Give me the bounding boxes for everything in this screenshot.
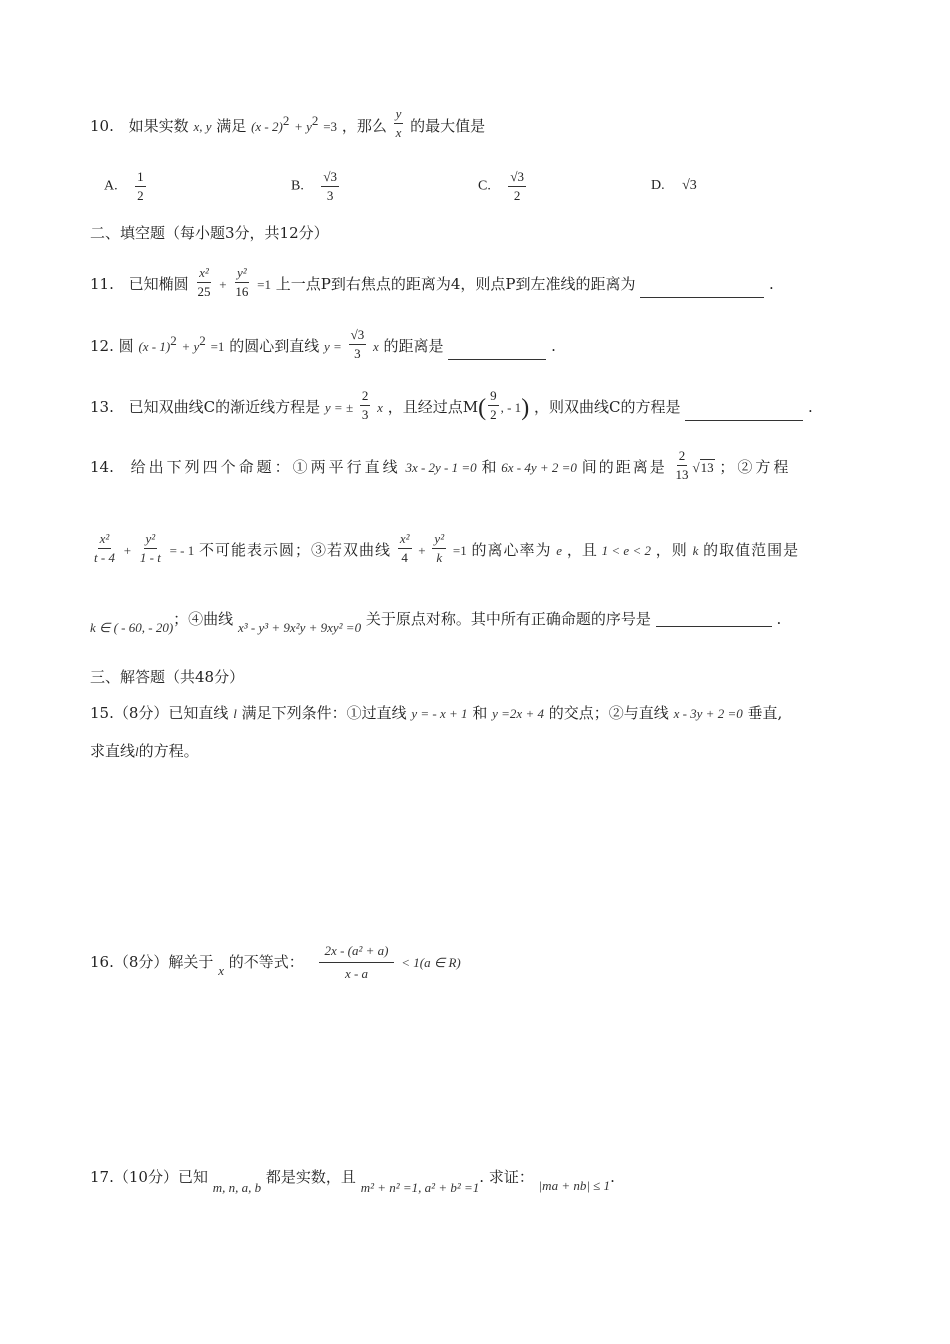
q15-l: l (233, 706, 237, 721)
q14-range: 1 < e < 2 (601, 543, 651, 559)
q12-line-x: x (372, 339, 379, 355)
q16-rest: < 1(a ∈ R) (401, 955, 461, 971)
frac-num: 9 (488, 389, 499, 406)
q13-end: . (808, 398, 813, 417)
frac-den: 1 - t (139, 549, 161, 565)
q14-end: . (776, 610, 782, 628)
option-num: √3 (508, 170, 526, 187)
q15-text-6: 求直线 (90, 742, 136, 760)
q14-text-3: 间的距离是 (581, 458, 667, 477)
question-11 (90, 265, 774, 299)
q10-text-3: ，那么 (341, 117, 387, 135)
q17-end: . (610, 1168, 615, 1186)
q16-fraction (319, 944, 395, 980)
q10-text-2: 满足 (216, 117, 247, 135)
q11-plus: + (219, 277, 227, 293)
frac-den: 13 (675, 466, 689, 482)
q15-l-2: l (135, 744, 139, 759)
q12-sup-1: 2 (170, 333, 177, 349)
q13-text-2: ，且经过点M (387, 398, 479, 417)
q16-text-1: 16.（8分）解关于 (90, 953, 214, 972)
q14-fraction-d (432, 532, 446, 564)
question-15-line-1 (90, 706, 782, 721)
frac-den: 4 (401, 549, 408, 565)
q11-answer-blank[interactable] (640, 283, 764, 298)
q14-text-8: ，则 (655, 541, 688, 560)
question-13 (90, 388, 813, 422)
option-den: 2 (137, 187, 144, 203)
q14-fraction-b (138, 532, 163, 564)
question-15-line-2 (90, 744, 199, 759)
q12-fraction (349, 328, 367, 360)
frac-num: √3 (349, 328, 367, 345)
q11-fraction-1 (195, 266, 212, 298)
section-3-heading: 三、解答题（共48分） (90, 668, 245, 686)
q15-eq-3: x - 3y + 2 =0 (673, 706, 743, 721)
q13-asym-x: x (377, 400, 383, 416)
frac-den: k (436, 549, 443, 565)
q12-sup-2: 2 (199, 333, 206, 349)
q14-text-7: ，且 (566, 541, 597, 560)
q14-sqrt-radicand: 13 (700, 460, 714, 476)
question-17 (90, 1168, 615, 1195)
question-10 (90, 105, 486, 140)
q13-number: 13. (90, 398, 114, 417)
frac-den: t - 4 (94, 549, 115, 565)
question-16 (90, 943, 461, 981)
option-den: 3 (326, 187, 334, 203)
q10-eq-c: + y (294, 119, 312, 134)
q14-text-11: 关于原点对称。其中所有正确命题的序号是 (365, 610, 651, 628)
q10-vars: x, y (193, 119, 212, 134)
frac-num: 2 (677, 449, 688, 466)
q13-answer-blank[interactable] (685, 406, 803, 421)
q10-option-b (291, 170, 341, 202)
q15-eq-2: y =2x + 4 (492, 706, 544, 721)
q14-text-1: 给出下列四个命题：①两平行直线 (130, 458, 401, 477)
q14-answer-blank[interactable] (656, 612, 772, 627)
frac-num: x² (398, 532, 412, 549)
q14-text-10: ；④曲线 (173, 610, 234, 628)
q17-vars: m, n, a, b (212, 1180, 262, 1195)
q17-text-3: . 求证： (479, 1168, 534, 1186)
q14-plus-2: + (418, 543, 426, 559)
q12-text-1: 圆 (118, 337, 134, 356)
q14-text-9: 的取值范围是 (703, 541, 800, 560)
option-label: D. (651, 178, 665, 193)
q11-end: . (769, 275, 774, 294)
q12-text-2: 的圆心到直线 (229, 337, 320, 356)
q14-fraction-a (92, 532, 117, 564)
q14-curve: x³ - y³ + 9x²y + 9xy² =0 (237, 620, 362, 635)
q11-equals: =1 (257, 277, 271, 293)
q13-point-fraction (488, 389, 499, 421)
frac-num: y² (235, 266, 249, 283)
q10-eq-a: (x - 2) (251, 119, 283, 134)
section-2-heading: 二、填空题（每小题3分，共12分） (90, 224, 329, 242)
q11-text-2: 上一点P到右焦点的距离为4，则点P到左准线的距离为 (275, 275, 636, 294)
q10-option-d (651, 178, 697, 194)
q12-answer-blank[interactable] (448, 345, 546, 360)
option-label: A. (104, 178, 118, 194)
q10-eq-e: =3 (323, 119, 338, 134)
q13-paren-right: ) (521, 395, 530, 422)
q15-text-5: 垂直, (747, 704, 783, 722)
q10-frac-num: y (394, 107, 404, 124)
frac-num: 2x - (a² + a) (319, 944, 395, 963)
q14-fraction (674, 449, 691, 481)
option-label: C. (478, 178, 491, 194)
q17-text-2: 都是实数，且 (265, 1168, 356, 1186)
q15-text-7: 的方程。 (138, 742, 199, 760)
q11-fraction-2 (233, 266, 250, 298)
q13-paren-left: ( (478, 395, 487, 422)
q13-asym-a: y = ± (324, 400, 354, 416)
frac-den: x - a (344, 965, 369, 981)
q14-fraction-c (398, 532, 412, 564)
q10-frac-den: x (395, 124, 402, 140)
q15-text-4: 的交点；②与直线 (548, 704, 669, 722)
q14-text-5: 不可能表示圆；③若双曲线 (199, 541, 392, 560)
q15-text-1: 15.（8分）已知直线 (90, 704, 229, 722)
q16-text-2: 的不等式： (228, 953, 304, 972)
option-fraction (321, 170, 339, 202)
q14-number: 14. (90, 458, 114, 477)
question-12 (90, 327, 556, 361)
q14-text-4: ；②方程 (719, 458, 792, 477)
q12-line-y: y = (323, 339, 342, 355)
q14-eq-neg: = - 1 (169, 543, 195, 559)
q14-text-6: 的离心率为 (471, 541, 552, 560)
q15-eq-1: y = - x + 1 (411, 706, 468, 721)
option-num: √3 (321, 170, 339, 187)
q12-eq-1: (x - 1) (138, 339, 171, 355)
frac-den: 3 (354, 345, 361, 361)
q14-text-2: 和 (481, 458, 497, 477)
option-label: B. (291, 178, 304, 194)
q10-option-c (478, 170, 528, 202)
q11-text-1: 已知椭圆 (128, 275, 189, 294)
option-fraction (508, 170, 526, 202)
question-14-line-1 (90, 448, 792, 482)
q14-sqrt: √13 (692, 460, 714, 476)
q15-text-3: 和 (472, 704, 488, 722)
frac-num: y² (432, 532, 446, 549)
frac-den: 25 (197, 283, 211, 299)
question-14-line-3 (90, 610, 782, 635)
q14-eq-2: 6x - 4y + 2 =0 (501, 460, 577, 476)
q10-text-4: 的最大值是 (410, 117, 486, 135)
q12-number: 12. (90, 337, 114, 356)
q10-eq-b: 2 (282, 113, 290, 128)
option-num: 1 (135, 170, 146, 187)
q16-x: x (218, 963, 224, 979)
q12-eq-3: =1 (210, 339, 225, 355)
q13-point-rest: , - 1 (500, 400, 522, 416)
q14-plus-1: + (123, 543, 132, 559)
q13-text-3: ，则双曲线C的方程是 (533, 398, 681, 417)
q14-e: e (556, 543, 563, 559)
q10-text-1: 如果实数 (128, 117, 189, 135)
frac-num: x² (98, 532, 112, 549)
q10-fraction (394, 107, 404, 139)
frac-den: 2 (490, 406, 497, 422)
question-14-line-2 (90, 531, 800, 565)
q10-option-a (104, 170, 148, 202)
q13-fraction (360, 389, 371, 421)
q14-k-range: k ∈ ( - 60, - 20) (90, 620, 174, 635)
q11-number: 11. (90, 275, 114, 294)
q13-text-1: 已知双曲线C的渐近线方程是 (128, 398, 321, 417)
frac-den: 16 (235, 283, 249, 299)
frac-num: x² (197, 266, 211, 283)
q12-end: . (551, 337, 556, 356)
q14-k: k (692, 543, 699, 559)
frac-den: 3 (361, 406, 369, 422)
q17-ineq: |ma + nb| ≤ 1 (538, 1178, 611, 1193)
frac-num: 2 (360, 389, 371, 406)
q12-eq-2: + y (181, 339, 200, 355)
q15-text-2: 满足下列条件：①过直线 (241, 704, 407, 722)
q12-text-3: 的距离是 (383, 337, 444, 356)
option-den: 2 (513, 187, 521, 203)
q10-number: 10. (90, 117, 114, 135)
q10-eq-d: 2 (311, 113, 319, 128)
option-value: √3 (682, 178, 697, 193)
q14-eq-one: =1 (452, 543, 467, 559)
frac-num: y² (144, 532, 158, 549)
q17-text-1: 17.（10分）已知 (90, 1168, 208, 1186)
q14-eq-1: 3x - 2y - 1 =0 (405, 460, 477, 476)
q17-cond: m² + n² =1, a² + b² =1 (360, 1180, 480, 1195)
option-fraction (135, 170, 146, 202)
